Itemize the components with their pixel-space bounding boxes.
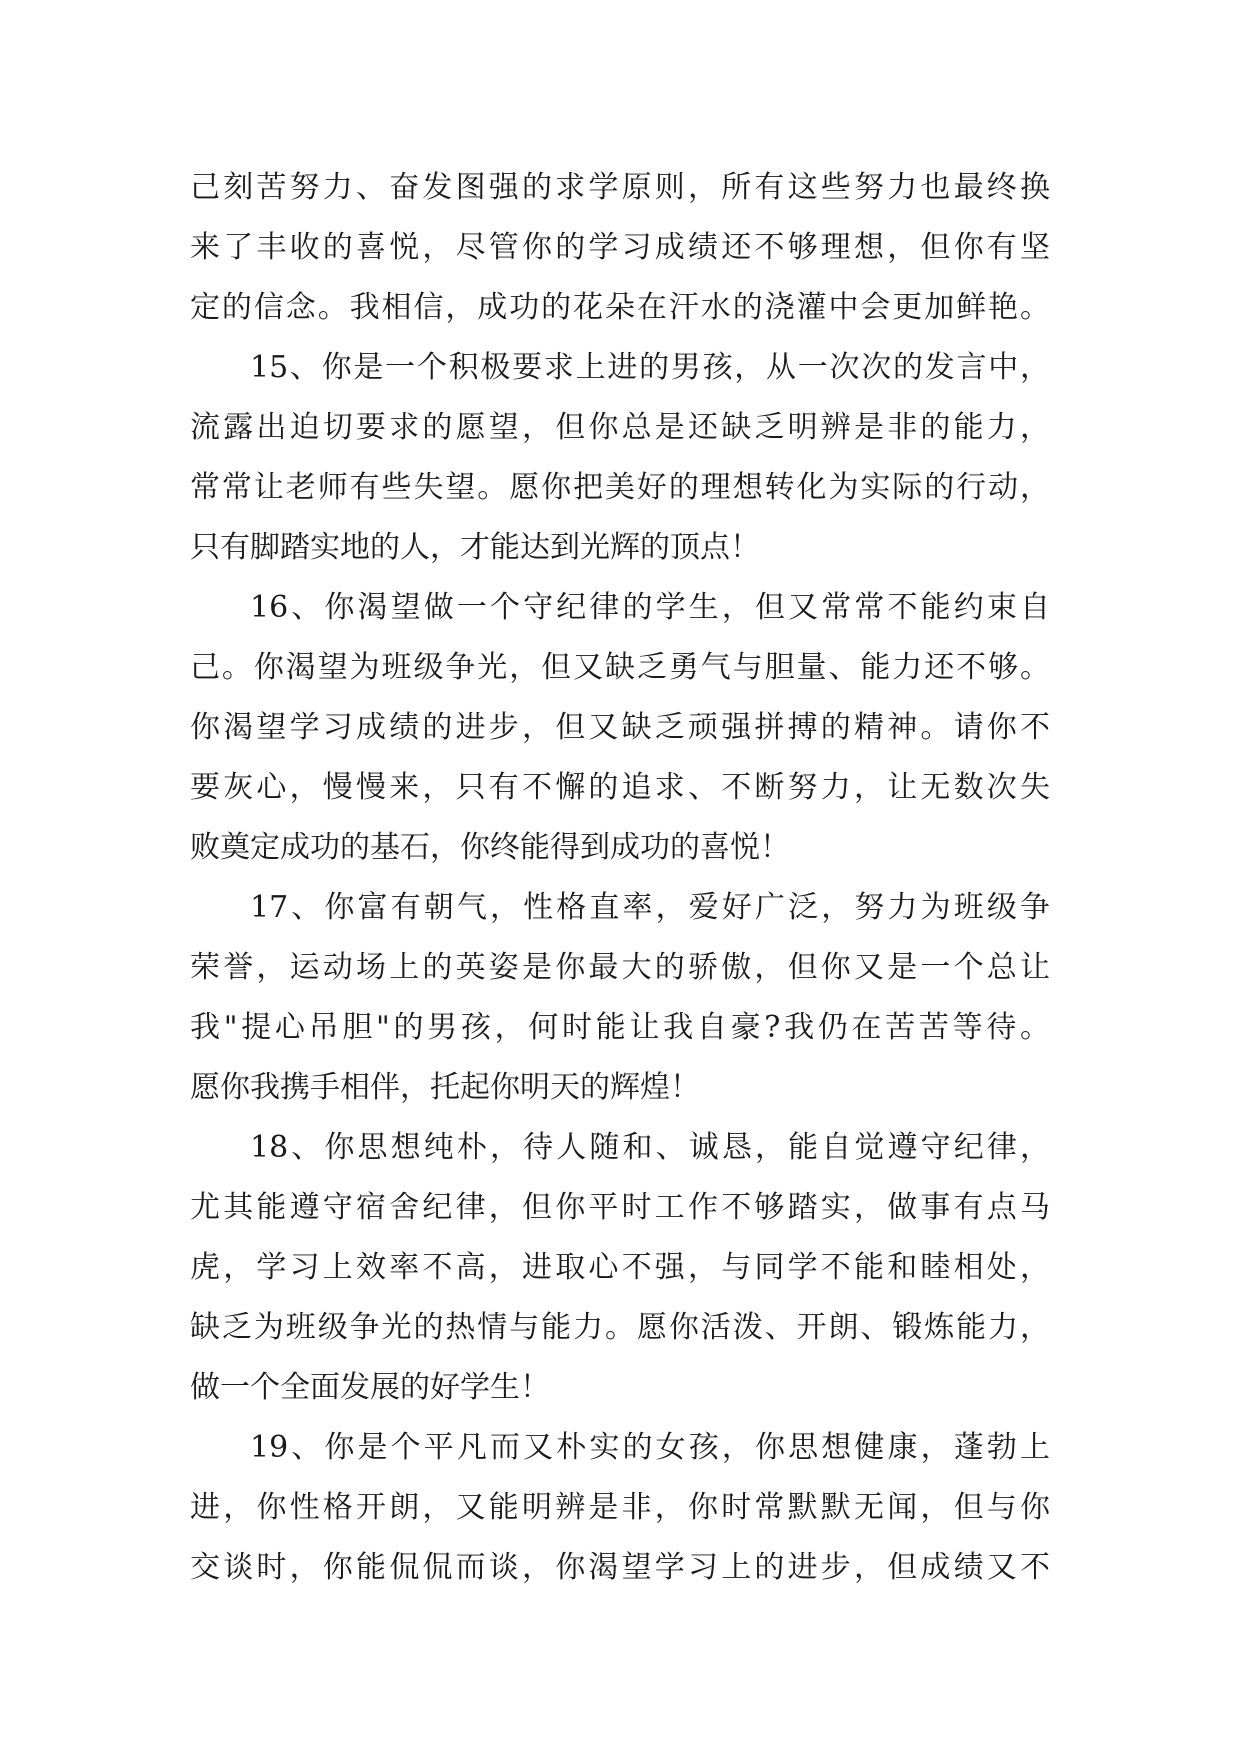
text-line: 19、你是个平凡而又朴实的女孩，你思想健康，蓬勃上 bbox=[250, 1430, 1050, 1465]
text-line: 进，你性格开朗，又能明辨是非，你时常默默无闻，但与你 bbox=[190, 1490, 1050, 1525]
text-line: 愿你我携手相伴，托起你明天的辉煌！ bbox=[190, 1070, 700, 1105]
text-line: 荣誉，运动场上的英姿是你最大的骄傲，但你又是一个总让 bbox=[190, 950, 1050, 985]
text-line: 交谈时，你能侃侃而谈，你渴望学习上的进步，但成绩又不 bbox=[190, 1550, 1050, 1585]
text-line: 15、你是一个积极要求上进的男孩，从一次次的发言中， bbox=[250, 350, 1050, 385]
text-line: 18、你思想纯朴，待人随和、诚恳，能自觉遵守纪律， bbox=[250, 1130, 1050, 1165]
text-line: 尤其能遵守宿舍纪律，但你平时工作不够踏实，做事有点马 bbox=[190, 1190, 1050, 1225]
document-body bbox=[190, 158, 1050, 1598]
text-line: 16、你渴望做一个守纪律的学生，但又常常不能约束自 bbox=[250, 590, 1050, 625]
text-line: 己刻苦努力、奋发图强的求学原则，所有这些努力也最终换 bbox=[190, 170, 1050, 205]
text-line: 流露出迫切要求的愿望，但你总是还缺乏明辨是非的能力， bbox=[190, 410, 1050, 445]
text-line: 我"提心吊胆"的男孩，何时能让我自豪?我仍在苦苦等待。 bbox=[190, 1010, 1050, 1045]
text-line: 缺乏为班级争光的热情与能力。愿你活泼、开朗、锻炼能力， bbox=[190, 1310, 1050, 1345]
text-line: 来了丰收的喜悦，尽管你的学习成绩还不够理想，但你有坚 bbox=[190, 230, 1050, 265]
text-line: 定的信念。我相信，成功的花朵在汗水的浇灌中会更加鲜艳。 bbox=[190, 290, 1050, 325]
text-line: 只有脚踏实地的人，才能达到光辉的顶点！ bbox=[190, 530, 760, 565]
text-line: 17、你富有朝气，性格直率，爱好广泛，努力为班级争 bbox=[250, 890, 1050, 925]
text-line: 虎，学习上效率不高，进取心不强，与同学不能和睦相处， bbox=[190, 1250, 1050, 1285]
text-line: 常常让老师有些失望。愿你把美好的理想转化为实际的行动， bbox=[190, 470, 1050, 505]
text-line: 要灰心，慢慢来，只有不懈的追求、不断努力，让无数次失 bbox=[190, 770, 1050, 805]
text-line: 你渴望学习成绩的进步，但又缺乏顽强拼搏的精神。请你不 bbox=[190, 710, 1050, 745]
text-line: 做一个全面发展的好学生！ bbox=[190, 1370, 550, 1405]
text-line: 己。你渴望为班级争光，但又缺乏勇气与胆量、能力还不够。 bbox=[190, 650, 1050, 685]
text-line: 败奠定成功的基石，你终能得到成功的喜悦！ bbox=[190, 830, 790, 865]
